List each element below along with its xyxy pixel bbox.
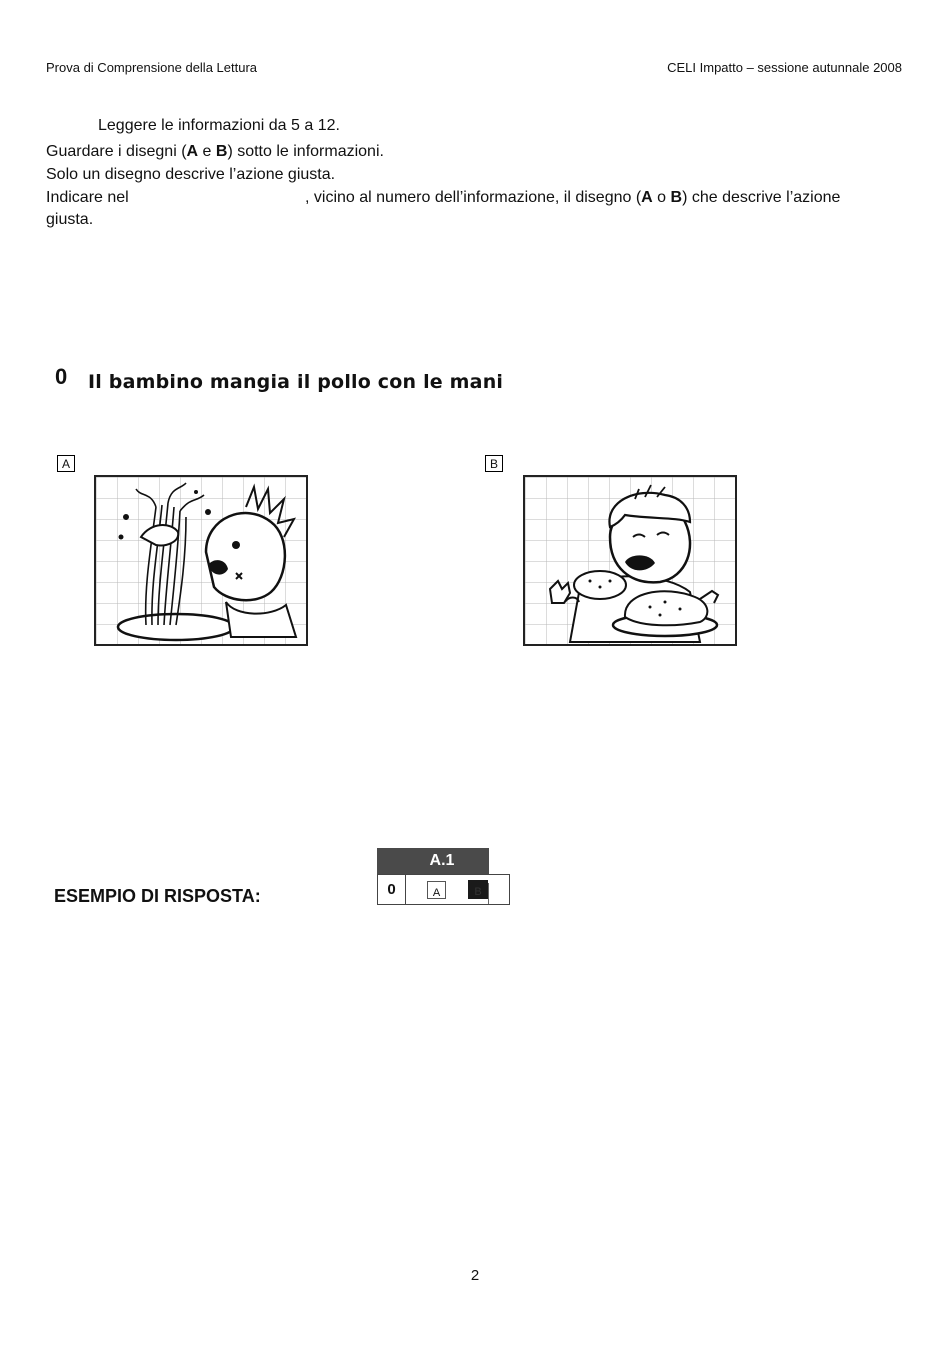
answer-row-number: 0 — [378, 875, 406, 904]
header-left-title: Prova di Comprensione della Lettura — [46, 60, 258, 75]
example-label: ESEMPIO DI RISPOSTA: — [54, 886, 261, 906]
instruction-line-4b: , vicino al numero dell’informazione, il disegno (A o B) che descrive l’azione — [305, 189, 841, 206]
page-number: 2 — [470, 1267, 480, 1284]
instruction-line-2: Guardare i disegni (A e B) sotto le informazioni. — [46, 143, 384, 160]
boy-eating-spaghetti-illustration — [96, 477, 306, 644]
instruction-line-1: Leggere le informazioni da 5 a 12. — [98, 117, 340, 134]
option-a-label: A — [57, 455, 75, 472]
question-text: Il bambino mangia il pollo con le mani — [88, 371, 504, 393]
option-b-drawing — [523, 475, 737, 646]
answer-option-a-box[interactable]: A — [427, 881, 446, 899]
answer-option-b-box-selected[interactable]: B — [468, 880, 488, 899]
boy-eating-chicken-illustration — [525, 477, 735, 644]
answer-sheet-header: A.1 — [377, 848, 489, 874]
header-right-title: CELI Impatto – sessione autunnale 2008 — [667, 60, 902, 75]
answer-row-divider — [488, 883, 489, 904]
instruction-line-4a: Indicare nel — [46, 189, 129, 206]
answer-sheet-row — [377, 874, 510, 905]
instruction-line-5: giusta. — [46, 211, 94, 228]
instruction-line-3: Solo un disegno descrive l’azione giusta. — [46, 166, 336, 183]
option-a-drawing — [94, 475, 308, 646]
question-number: 0 — [55, 364, 68, 389]
option-b-label: B — [485, 455, 503, 472]
